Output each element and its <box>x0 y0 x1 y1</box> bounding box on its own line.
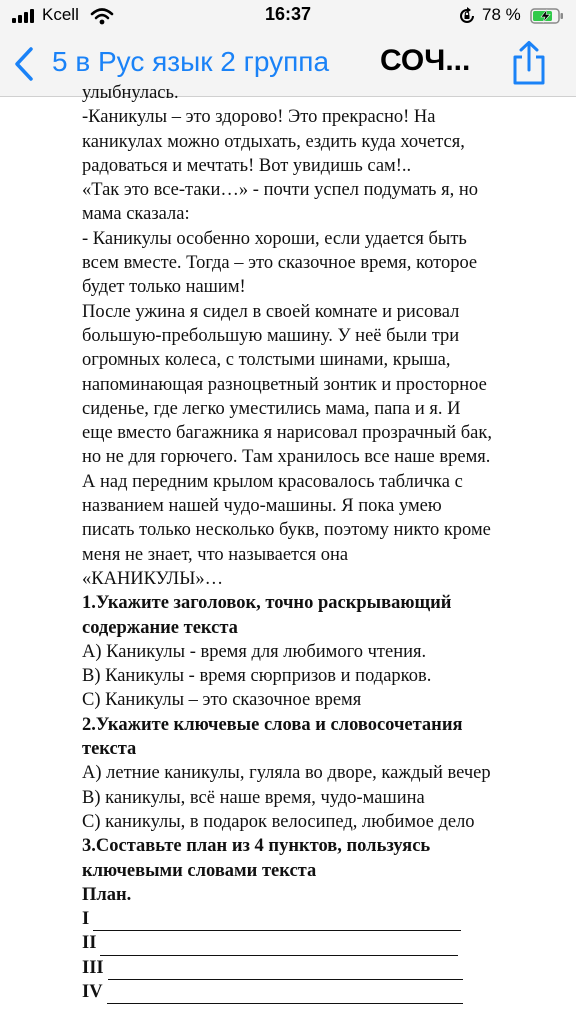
text-line: большую-пребольшую машину. У неё были три <box>82 325 460 346</box>
story-text <box>82 81 542 591</box>
question-title: содержание текста <box>82 617 238 638</box>
text-line: сиденье, где легко уместились мама, папа и я. И <box>82 398 461 419</box>
question-title: текста <box>82 739 137 760</box>
text-line: После ужина я сидел в своей комнате и рисовал <box>82 301 460 322</box>
blank-answer-line <box>100 937 458 956</box>
blank-answer-line <box>108 961 463 980</box>
document-title: СОЧ... <box>380 44 471 77</box>
back-button-label[interactable]: 5 в Рус язык 2 группа <box>52 46 330 77</box>
question-title: ключевыми словами текста <box>82 860 317 881</box>
carrier-name: Kcell <box>42 5 79 24</box>
answer-option: A) летние каникулы, гуляла во дворе, каждый вечер <box>82 763 491 784</box>
status-time: 16:37 <box>264 4 312 24</box>
document-page <box>82 81 542 1004</box>
text-line: всем вместе. Тогда – это сказочное время, которое <box>82 253 478 274</box>
plan-item-number: III <box>82 957 104 978</box>
plan-item-number: IV <box>82 981 103 1002</box>
text-line: названием нашей чудо-машины. Я пока умею <box>82 496 442 517</box>
battery-charging-icon <box>530 8 564 24</box>
status-bar <box>0 0 576 32</box>
answer-option: B) каникулы, всё наше время, чудо-машина <box>82 787 425 808</box>
plan-heading: План. <box>82 884 132 905</box>
text-line: улыбнулась. <box>82 83 179 103</box>
text-line: -Каникулы – это здорово! Это прекрасно! На <box>82 107 436 128</box>
share-icon[interactable] <box>510 40 548 86</box>
answer-option: C) Каникулы – это сказочное время <box>82 690 362 711</box>
text-line: «Так это все-таки…» - почти успел подумать я, но <box>82 180 478 201</box>
question-title: 2.Укажите ключевые слова и словосочетания <box>82 714 463 735</box>
document-viewer[interactable] <box>0 83 576 1024</box>
plan-item <box>82 907 542 931</box>
text-line: радоваться и мечтать! Вот увидишь сам!.. <box>82 155 412 176</box>
text-line: писать только несколько букв, поэтому никто кроме <box>82 520 491 541</box>
question-title: 1.Укажите заголовок, точно раскрывающий <box>82 593 452 614</box>
answer-option: A) Каникулы - время для любимого чтения. <box>82 641 427 662</box>
text-line: огромных колеса, с толстыми шинами, крыша, <box>82 350 451 371</box>
answer-option: B) Каникулы - время сюрпризов и подарков. <box>82 666 432 687</box>
text-line: мама сказала: <box>82 204 190 225</box>
plan-item <box>82 931 542 955</box>
battery-percent: 78 % <box>482 5 521 24</box>
blank-answer-line <box>93 912 461 931</box>
text-line: меня не знает, что называется она <box>82 544 349 565</box>
question <box>82 834 542 883</box>
text-line: будет только нашим! <box>82 277 246 298</box>
plan-item <box>82 980 542 1004</box>
plan-item-number: II <box>82 933 97 954</box>
text-line: «КАНИКУЛЫ»… <box>82 568 224 589</box>
text-line: но не для горючего. Там хранилось все наше время. <box>82 447 491 468</box>
orientation-lock-icon <box>458 7 476 25</box>
plan-list <box>82 907 542 1004</box>
chevron-left-icon[interactable] <box>12 46 36 82</box>
plan-item-number: I <box>82 909 90 930</box>
plan-item <box>82 956 542 980</box>
text-line: - Каникулы особенно хороши, если удается быть <box>82 228 467 249</box>
text-line: каникулах можно отдыхать, ездить куда хочется, <box>82 131 465 152</box>
question <box>82 591 542 712</box>
question-title: 3.Составьте план из 4 пунктов, пользуясь <box>82 836 431 857</box>
question <box>82 713 542 834</box>
text-line: напоминающая разноцветный зонтик и просторное <box>82 374 487 395</box>
text-line: А над передним крылом красовалось табличка с <box>82 471 463 492</box>
text-line: еще вместо багажника я нарисовал прозрачный бак, <box>82 423 492 444</box>
blank-answer-line <box>107 985 463 1004</box>
questions-section <box>82 591 542 883</box>
answer-option: C) каникулы, в подарок велосипед, любимое дело <box>82 811 475 832</box>
